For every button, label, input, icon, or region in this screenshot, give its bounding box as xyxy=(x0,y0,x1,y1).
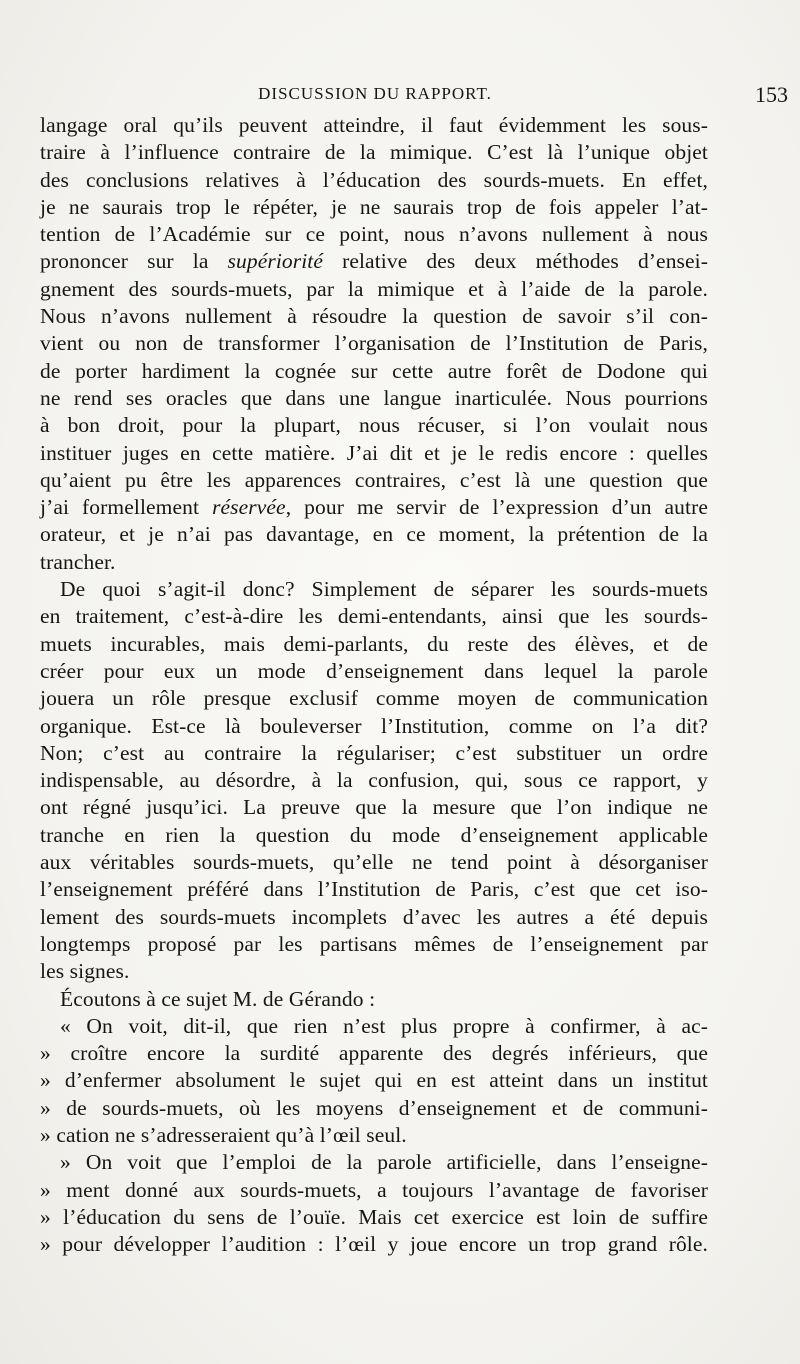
text-line: » l’éducation du sens de l’ouïe. Mais cet exercice est loin de suffire xyxy=(40,1204,708,1229)
text-line: jouera un rôle presque exclusif comme moyen de communication xyxy=(40,686,708,711)
text-line: Non; c’est au contraire la régulariser; c’est substituer un ordre xyxy=(40,740,708,765)
text-line: » On voit que l’emploi de la parole artificielle, dans l’enseigne- xyxy=(60,1150,708,1175)
text-line: Nous n’avons nullement à résoudre la question de savoir s’il con- xyxy=(40,304,708,329)
text-line: » pour développer l’audition : l’œil y joue encore un trop grand rôle. xyxy=(40,1232,708,1257)
text-line: langage oral qu’ils peuvent atteindre, il faut évidemment les sous- xyxy=(40,113,708,137)
text-line: j’ai formellement réservée, pour me servir de l’expression d’un autre xyxy=(40,495,709,520)
text-line: de porter hardiment la cognée sur cette autre forêt de Dodone qui xyxy=(40,358,708,383)
text-line: en traitement, c’est-à-dire les demi-entendants, ainsi que les sourds- xyxy=(40,604,708,629)
text-line: les signes. xyxy=(40,959,130,984)
text-line: prononcer sur la supériorité relative des deux méthodes d’ensei- xyxy=(40,249,708,274)
text-line: tention de l’Académie sur ce point, nous n’avons nullement à nous xyxy=(40,222,708,247)
text-line: De quoi s’agit-il donc? Simplement de séparer les sourds-muets xyxy=(60,577,708,602)
text-line: aux véritables sourds-muets, qu’elle ne tend point à désorganiser xyxy=(40,850,708,875)
text-line: gnement des sourds-muets, par la mimique et à l’aide de la parole. xyxy=(40,276,708,301)
text-line: » de sourds-muets, où les moyens d’enseignement et de communi- xyxy=(40,1095,708,1120)
text-line: ont régné jusqu’ici. La preuve que la mesure que l’on indique ne xyxy=(40,795,708,820)
text-line: créer pour eux un mode d’enseignement dans lequel la parole xyxy=(40,658,708,683)
page-header xyxy=(40,82,788,108)
text-line: indispensable, au désordre, à la confusion, qui, sous ce rapport, y xyxy=(40,768,708,793)
text-line: je ne saurais trop le répéter, je ne saurais trop de fois appeler l’at- xyxy=(40,194,708,219)
text-line: instituer juges en cette matière. J’ai dit et je le redis encore : quelles xyxy=(40,440,708,465)
page-number: 153 xyxy=(755,82,788,107)
text-line: qu’aient pu être les apparences contraires, c’est là une question que xyxy=(40,467,708,492)
body-text xyxy=(40,112,708,1258)
text-line: lement des sourds-muets incomplets d’avec les autres a été depuis xyxy=(40,904,708,929)
text-line: « On voit, dit-il, que rien n’est plus propre à confirmer, à ac- xyxy=(60,1013,708,1038)
text-line: ne rend ses oracles que dans une langue inarticulée. Nous pourrions xyxy=(40,385,708,410)
text-line: organique. Est-ce là bouleverser l’Institution, comme on l’a dit? xyxy=(40,713,708,738)
emphasized-word: réservée xyxy=(212,495,286,520)
text-line: muets incurables, mais demi-parlants, du reste des élèves, et de xyxy=(40,631,708,656)
text-line: » croître encore la surdité apparente des degrés inférieurs, que xyxy=(40,1041,708,1066)
text-line: traire à l’influence contraire de la mimique. C’est là l’unique objet xyxy=(40,140,708,165)
text-line: trancher. xyxy=(40,549,116,574)
text-line: l’enseignement préféré dans l’Institution de Paris, c’est que cet iso- xyxy=(40,877,708,902)
text-line: tranche en rien la question du mode d’enseignement applicable xyxy=(40,822,708,847)
text-line: orateur, et je n’ai pas davantage, en ce moment, la prétention de la xyxy=(40,522,708,547)
text-line: » cation ne s’adresseraient qu’à l’œil seul. xyxy=(40,1122,407,1147)
text-line: Écoutons à ce sujet M. de Gérando : xyxy=(60,986,376,1011)
text-line: » d’enfermer absolument le sujet qui en est atteint dans un institut xyxy=(40,1068,708,1093)
running-title: DISCUSSION DU RAPPORT. xyxy=(258,84,492,103)
emphasized-word: supériorité xyxy=(227,249,324,274)
text-line: » ment donné aux sourds-muets, a toujours l’avantage de favoriser xyxy=(40,1177,708,1202)
text-line: vient ou non de transformer l’organisation de l’Institution de Paris, xyxy=(40,331,708,356)
text-line: longtemps proposé par les partisans mêmes de l’enseignement par xyxy=(40,931,708,956)
text-line: des conclusions relatives à l’éducation des sourds-muets. En effet, xyxy=(40,167,708,192)
text-line: à bon droit, pour la plupart, nous récuser, si l’on voulait nous xyxy=(40,413,708,438)
